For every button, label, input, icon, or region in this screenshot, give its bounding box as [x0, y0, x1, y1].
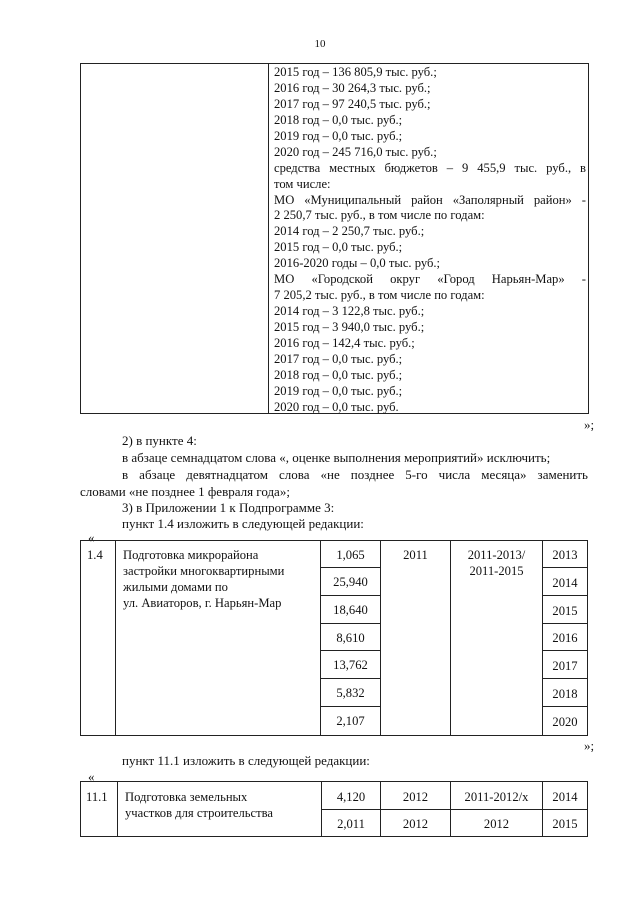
item-2-line-1: в абзаце семнадцатом слова «, оценке выполнения мероприятий» исключить; — [122, 450, 551, 465]
period: 2011-2012/x — [464, 790, 529, 804]
year: 2020 — [552, 715, 578, 729]
start-year: 2012 — [402, 817, 429, 831]
period-line: 2011-2013/ — [467, 548, 526, 562]
value: 25,940 — [333, 575, 368, 589]
table-divider — [268, 64, 269, 413]
item-name-line: ул. Авиаторов, г. Нарьян-Мар — [123, 596, 282, 610]
year: 2015 — [552, 817, 578, 831]
year-cell — [542, 595, 588, 624]
funding-line: средства местных бюджетов – 9 455,9 тыс. руб., в — [274, 160, 586, 175]
value-cell — [320, 678, 381, 707]
year: 2017 — [552, 659, 578, 673]
funding-line: 2017 год – 0,0 тыс. руб.; — [274, 351, 403, 366]
value: 2,107 — [336, 714, 365, 728]
year: 2016 — [552, 631, 578, 645]
year-cell — [542, 678, 588, 707]
funding-line: 2016 год – 30 264,3 тыс. руб.; — [274, 80, 431, 95]
year-cell — [542, 809, 588, 837]
year: 2013 — [552, 548, 578, 562]
funding-line: 2016 год – 142,4 тыс. руб.; — [274, 335, 415, 350]
item-name-line: застройки многоквартирными — [123, 564, 285, 578]
value-cell — [320, 567, 381, 596]
value: 4,120 — [336, 790, 366, 804]
start-year: 2011 — [403, 548, 428, 562]
row-number: 11.1 — [86, 790, 108, 804]
funding-line: 2 250,7 тыс. руб., в том числе по годам: — [274, 208, 485, 223]
item-2-line-2: в абзаце девятнадцатом слова «не позднее 5-го числа месяца» заменить — [122, 467, 588, 482]
funding-table — [80, 63, 589, 414]
funding-line: 2015 год – 0,0 тыс. руб.; — [274, 240, 403, 255]
page-number: 10 — [314, 38, 326, 50]
row-number: 1.4 — [87, 548, 103, 562]
value: 8,610 — [336, 631, 365, 645]
year-cell — [542, 540, 588, 568]
item-3: 3) в Приложении 1 к Подпрограмме 3: — [122, 500, 335, 515]
item-name-line: участков для строительства — [125, 806, 273, 820]
year: 2014 — [552, 790, 578, 804]
item-2-line-3: словами «не позднее 1 февраля года»; — [80, 484, 290, 499]
funding-line: 2019 год – 0,0 тыс. руб.; — [274, 383, 403, 398]
funding-line: 2014 год – 3 122,8 тыс. руб.; — [274, 304, 425, 319]
table-cell — [80, 540, 116, 736]
funding-line: МО «Муниципальный район «Заполярный район» - — [274, 192, 586, 207]
period: 2012 — [483, 817, 510, 831]
year: 2014 — [552, 576, 578, 590]
funding-line: 2020 год – 245 716,0 тыс. руб.; — [274, 144, 437, 159]
value-cell — [320, 706, 381, 736]
item-name-line: Подготовка микрорайона — [123, 548, 259, 562]
funding-line: 2020 год – 0,0 тыс. руб. — [274, 399, 399, 414]
item-name-line: жилыми домами по — [123, 580, 228, 594]
funding-line: 2017 год – 97 240,5 тыс. руб.; — [274, 96, 431, 111]
funding-line: 2018 год – 0,0 тыс. руб.; — [274, 112, 403, 127]
funding-line: 2015 год – 3 940,0 тыс. руб.; — [274, 320, 425, 334]
value-cell — [320, 595, 381, 624]
value-cell — [320, 623, 381, 651]
period-cell — [450, 809, 543, 837]
year: 2018 — [552, 687, 578, 701]
funding-line: 2016-2020 годы – 0,0 тыс. руб.; — [274, 256, 441, 271]
item-3-subpoint: пункт 1.4 изложить в следующей редакции: — [122, 516, 364, 531]
value-cell — [320, 650, 381, 679]
start-cell — [380, 809, 451, 837]
value-cell — [320, 540, 381, 568]
value: 18,640 — [333, 603, 368, 617]
funding-line: 7 205,2 тыс. руб., в том числе по годам: — [274, 288, 485, 303]
value: 13,762 — [333, 658, 368, 672]
year-cell — [542, 781, 588, 810]
value: 5,832 — [336, 686, 365, 700]
year-cell — [542, 650, 588, 679]
table-cell — [380, 540, 451, 736]
year-cell — [542, 706, 588, 736]
year: 2015 — [552, 604, 578, 618]
period-cell — [450, 781, 543, 810]
item-name-line: Подготовка земельных — [125, 790, 248, 804]
value-cell — [321, 781, 381, 810]
funding-line: 2019 год – 0,0 тыс. руб.; — [274, 128, 403, 143]
funding-line: 2014 год – 2 250,7 тыс. руб.; — [274, 224, 425, 239]
funding-lines — [274, 65, 586, 416]
item-11-1-subpoint: пункт 11.1 изложить в следующей редакции: — [122, 753, 370, 768]
year-cell — [542, 567, 588, 596]
funding-line: том числе: — [274, 176, 331, 191]
funding-line: 2018 год – 0,0 тыс. руб.; — [274, 367, 403, 382]
start-year: 2012 — [402, 790, 429, 804]
closing-quote: »; — [584, 417, 595, 432]
value-cell — [321, 809, 381, 837]
year-cell — [542, 623, 588, 651]
funding-line: 2015 год – 136 805,9 тыс. руб.; — [274, 65, 437, 79]
start-cell — [380, 781, 451, 810]
value: 1,065 — [336, 548, 365, 562]
funding-line: МО «Городской округ «Город Нарьян-Мар» - — [274, 272, 586, 287]
item-2: 2) в пункте 4: — [122, 433, 197, 448]
period-line: 2011-2015 — [469, 564, 524, 578]
opening-quote: « — [88, 530, 95, 545]
opening-quote: « — [88, 769, 95, 784]
value: 2,011 — [337, 817, 365, 831]
closing-quote: »; — [584, 738, 595, 753]
